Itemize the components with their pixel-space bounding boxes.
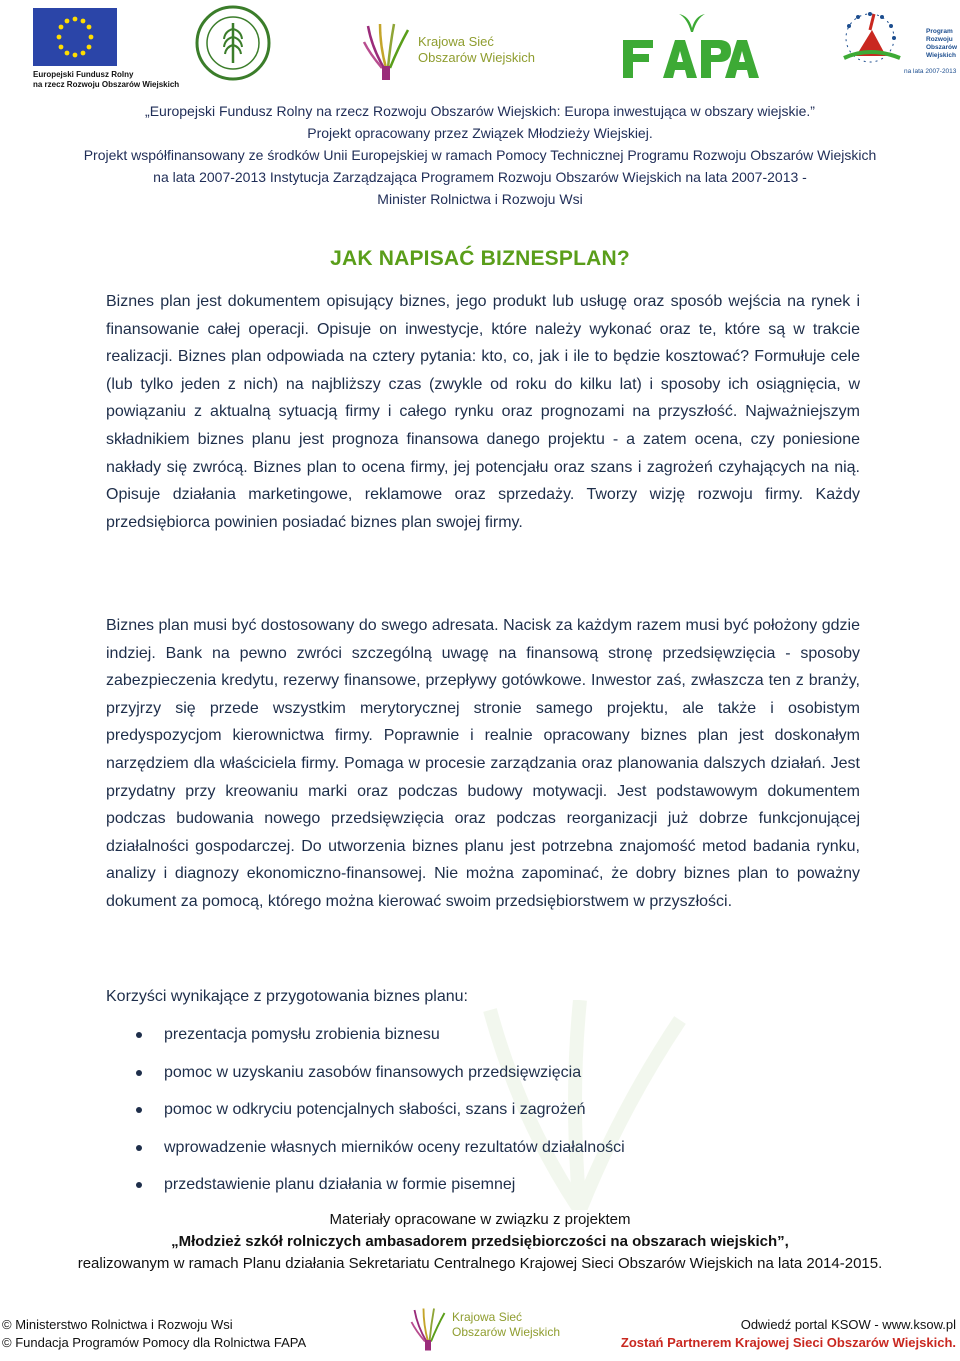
prow-years: na lata 2007-2013 — [904, 68, 957, 75]
eu-caption-line2: na rzecz Rozwoju Obszarów Wiejskich — [33, 80, 180, 89]
list-item-text: przedstawienie planu działania w formie pisemnej — [164, 1176, 516, 1193]
ksow-tree-icon — [410, 1300, 452, 1356]
document-title: JAK NAPISAĆ BIZNESPLAN? — [330, 247, 630, 270]
prow-emblem-icon — [840, 8, 926, 70]
partner-link[interactable]: Zostań Partnerem Krajowej Sieci Obszarów Wiejskich. — [620, 1335, 956, 1350]
eu-caption — [33, 70, 180, 90]
ksow-line2: Obszarów Wiejskich — [418, 50, 536, 65]
footer-project-info — [0, 1209, 960, 1275]
copyright-ministry: © Ministerstwo Rolnictwa i Rozwoju Wsi — [2, 1317, 233, 1332]
list-item — [106, 1054, 866, 1092]
prow-line3: Obszarów — [926, 44, 958, 51]
ksow-footer-line2: Obszarów Wiejskich — [452, 1325, 561, 1339]
list-item-text: prezentacja pomysłu zrobienia biznesu — [164, 1026, 440, 1043]
list-item-text: wprowadzenie własnych mierników oceny rezultatów działalności — [164, 1138, 625, 1156]
ksow-logo — [362, 18, 552, 82]
list-item-text: pomoc w odkryciu potencjalnych słabości, szans i zagrożeń — [164, 1101, 586, 1118]
eu-fund-logo — [33, 8, 180, 90]
ministry-seal-icon — [195, 5, 271, 81]
copyright-fapa: © Fundacja Programów Pomocy dla Rolnictwa FAPA — [2, 1335, 307, 1350]
footer-line2: „Młodzież szkół rolniczych ambasadorem przedsiębiorczości na obszarach wiejskich”, — [171, 1233, 789, 1250]
bullet-icon — [136, 1107, 142, 1113]
fapa-logo — [621, 10, 761, 80]
header-line2: Projekt opracowany przez Związek Młodzieży Wiejskiej. — [307, 125, 653, 141]
header-line5: Minister Rolnictwa i Rozwoju Wsi — [377, 191, 583, 207]
benefits-intro: Korzyści wynikające z przygotowania biznes planu: — [106, 988, 468, 1005]
header-line3: Projekt współfinansowany ze środków Unii Europejskiej w ramach Pomocy Technicznej Programu Rozwoju Obszarów Wiejskich — [83, 147, 877, 163]
prow-line2: Rozwoju — [926, 36, 953, 43]
header-line4: na lata 2007-2013 Instytucja Zarządzająca Programem Rozwoju Obszarów Wiejskich na lata 2007-2013 - — [153, 169, 807, 185]
list-item — [106, 1091, 866, 1129]
bullet-icon — [136, 1070, 142, 1076]
ksow-wordmark — [418, 34, 535, 66]
copyright-block — [2, 1316, 306, 1352]
bullet-icon — [136, 1182, 142, 1188]
ksow-footer-line1: Krajowa Sieć — [452, 1310, 523, 1324]
ksow-line1: Krajowa Sieć — [418, 34, 494, 49]
ksow-footer-logo — [410, 1300, 590, 1356]
paragraph-audience: Biznes plan musi być dostosowany do swego adresata. Nacisk za każdym razem musi być położony gdzie indziej. Bank na pewno zwróci szczególną uwagę na finansową stronę przedsięwzięcia - sposoby zabezpieczenia kredytu, rezerwy finansowe, przepływy gotówkowe. Inwestor zaś, zwłaszcza ten z branży, przyjrzy się przede wszystkim merytorycznej stronie samego projektu, ale także i osobistym predyspozycjom kierownictwa firmy. Poprawnie i realnie opracowany biznes plan jest doskonałym narzędziem dla właściciela firmy. Pomaga w procesie zarządzania oraz planowania dalszych działań. Jest przydatny przy kreowaniu marki oraz podczas budowy motywacji. Jest podstawowym dokumentem podczas budowania nowego przedsięwzięcia oraz podczas reorganizacji już dobrze funkcjonującej działalności gospodarczej. Do utworzenia biznes planu jest potrzebna znajomość metod badania rynku, analizy i diagnozy ekonomiczno-finansowej. Nie można zapominać, że dobry biznes plan to poważny dokument za pomocą, którego można kierować swoim przedsiębiorstwem w przyszłości. — [106, 617, 860, 910]
eu-caption-line1: Europejski Fundusz Rolny — [33, 70, 134, 79]
eu-flag-icon — [33, 8, 117, 66]
portal-link[interactable]: Odwiedź portal KSOW - www.ksow.pl — [740, 1317, 956, 1332]
logo-row — [0, 0, 960, 90]
header-line1: „Europejski Fundusz Rolny na rzecz Rozwoju Obszarów Wiejskich: Europa inwestująca w obszary wiejskie.” — [145, 103, 815, 119]
footer-line3: realizowanym w ramach Planu działania Sekretariatu Centralnego Krajowej Sieci Obszarów Wiejskich na lata 2014-2015. — [77, 1255, 883, 1272]
list-item — [106, 1166, 866, 1204]
ksow-tree-icon — [362, 18, 418, 82]
paragraph-definition: Biznes plan jest dokumentem opisujący biznes, jego produkt lub usługę oraz sposób wejścia na rynek i finansowanie całej operacji. Opisuje on inwestycje, które należy wykonać oraz te, które są w trakcie realizacji. Biznes plan odpowiada na cztery pytania: kto, co, jak i ile to będzie kosztować? Formułuje cele (lub tylko jeden z nich) na najbliższy czas (zwykle od roku do kilku lat) i sposoby ich osiągnięcia, w powiązaniu z aktualną sytuacją firmy i całego rynku oraz prognozami na przyszłość. Najważniejszym składnikiem biznes planu jest prognoza finansowa danego projektu - a zatem ocena, czy poniesione nakłady się zwrócą. Biznes plan to ocena firmy, jej potencjału oraz szans i zagrożeń czyhających na nią. Opisuje działania marketingowe, reklamowe oraz sprzedaży. Tworzy wizję rozwoju firmy. Każdy przedsiębiorca powinien posiadać biznes plan swojej firmy. — [106, 293, 860, 531]
prow-logo — [840, 8, 958, 78]
portal-block — [621, 1316, 956, 1352]
list-item — [106, 1129, 866, 1167]
bullet-icon — [136, 1145, 142, 1151]
benefits-list — [106, 1016, 866, 1204]
project-header — [0, 100, 960, 210]
bullet-icon — [136, 1032, 142, 1038]
prow-line4: Wiejskich — [926, 52, 956, 59]
list-item-text: pomoc w uzyskaniu zasobów finansowych przedsięwzięcia — [164, 1063, 582, 1081]
list-item — [106, 1016, 866, 1054]
prow-line1: Program — [926, 28, 953, 35]
prow-wordmark — [926, 28, 957, 60]
footer-line1: Materiały opracowane w związku z projektem — [329, 1211, 631, 1228]
ksow-footer-wordmark — [452, 1310, 560, 1340]
